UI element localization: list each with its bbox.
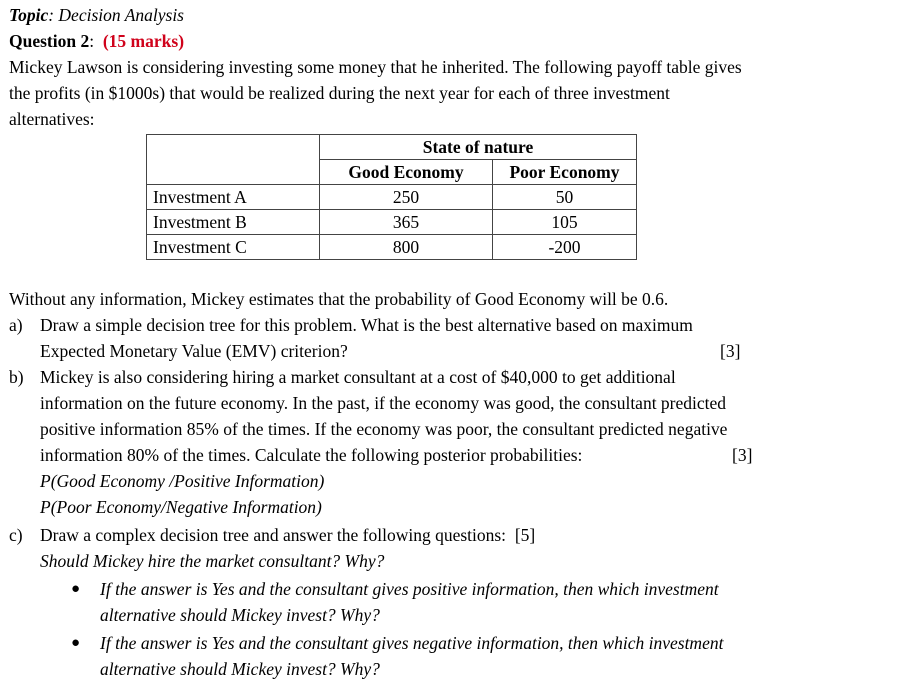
- intro-line-1: Mickey Lawson is considering investing some money that he inherited. The following payoff table gives: [9, 57, 742, 77]
- question-line: Question 2: (15 marks): [9, 31, 185, 51]
- part-c-line-1: [40, 524, 535, 546]
- part-b-line-2: information on the future economy. In the past, if the economy was good, the consultant predicted: [40, 393, 727, 413]
- part-b-line-1: Mickey is also considering hiring a market consultant at a cost of $40,000 to get additional: [40, 367, 676, 387]
- topic-label: Topic: [9, 5, 49, 25]
- part-b-prob-1: P(Good Economy /Positive Information): [40, 471, 325, 491]
- part-b-line-4: information 80% of the times. Calculate the following posterior probabilities:: [40, 445, 583, 465]
- part-a-marks: [3]: [720, 341, 741, 361]
- bullet-2-line-2: alternative should Mickey invest? Why?: [100, 659, 380, 679]
- table-row: [147, 210, 637, 235]
- good-value: 365: [320, 210, 493, 235]
- part-b-letter: b): [9, 367, 24, 387]
- table-row: [147, 235, 637, 260]
- question-label: Question 2: [9, 31, 90, 51]
- table-row: [147, 185, 637, 210]
- poor-value: -200: [493, 235, 637, 260]
- table-corner-cell: [147, 135, 320, 185]
- part-c-letter: c): [9, 525, 23, 545]
- part-b-prob-2: P(Poor Economy/Negative Information): [40, 497, 322, 517]
- part-b-marks: [3]: [732, 445, 753, 465]
- topic-value: Decision Analysis: [58, 5, 184, 25]
- good-value: 800: [320, 235, 493, 260]
- state-of-nature-header: State of nature: [320, 135, 637, 160]
- part-b-line-3: positive information 85% of the times. If the economy was poor, the consultant predicted negative: [40, 419, 728, 439]
- poor-value: 50: [493, 185, 637, 210]
- part-a-letter: a): [9, 315, 23, 335]
- part-a-line-2: Expected Monetary Value (EMV) criterion?: [40, 341, 348, 361]
- poor-economy-header: Poor Economy: [493, 160, 637, 185]
- part-c-marks: [5]: [514, 525, 536, 545]
- bullet-2-line-1: If the answer is Yes and the consultant gives negative information, then which investment: [100, 633, 724, 653]
- part-c-question: Should Mickey hire the market consultant? Why?: [40, 551, 385, 571]
- bullet-dot-icon: ●: [71, 635, 81, 651]
- part-c-text: Draw a complex decision tree and answer the following questions:: [40, 525, 507, 545]
- probability-statement: Without any information, Mickey estimates that the probability of Good Economy will be 0.6.: [9, 289, 669, 309]
- row-label: Investment C: [147, 235, 320, 260]
- bullet-1-line-1: If the answer is Yes and the consultant gives positive information, then which investment: [100, 579, 719, 599]
- poor-value: 105: [493, 210, 637, 235]
- bullet-dot-icon: ●: [71, 581, 81, 597]
- good-economy-header: Good Economy: [320, 160, 493, 185]
- row-label: Investment A: [147, 185, 320, 210]
- question-marks: (15 marks): [102, 31, 185, 51]
- payoff-table: [146, 134, 637, 260]
- part-a-line-1: Draw a simple decision tree for this problem. What is the best alternative based on maximum: [40, 315, 693, 335]
- intro-line-2: the profits (in $1000s) that would be realized during the next year for each of three investment: [9, 83, 670, 103]
- bullet-1-line-2: alternative should Mickey invest? Why?: [100, 605, 380, 625]
- intro-line-3: alternatives:: [9, 109, 95, 129]
- topic-line: Topic: Decision Analysis: [9, 5, 184, 25]
- table-header-row: [147, 135, 637, 160]
- row-label: Investment B: [147, 210, 320, 235]
- good-value: 250: [320, 185, 493, 210]
